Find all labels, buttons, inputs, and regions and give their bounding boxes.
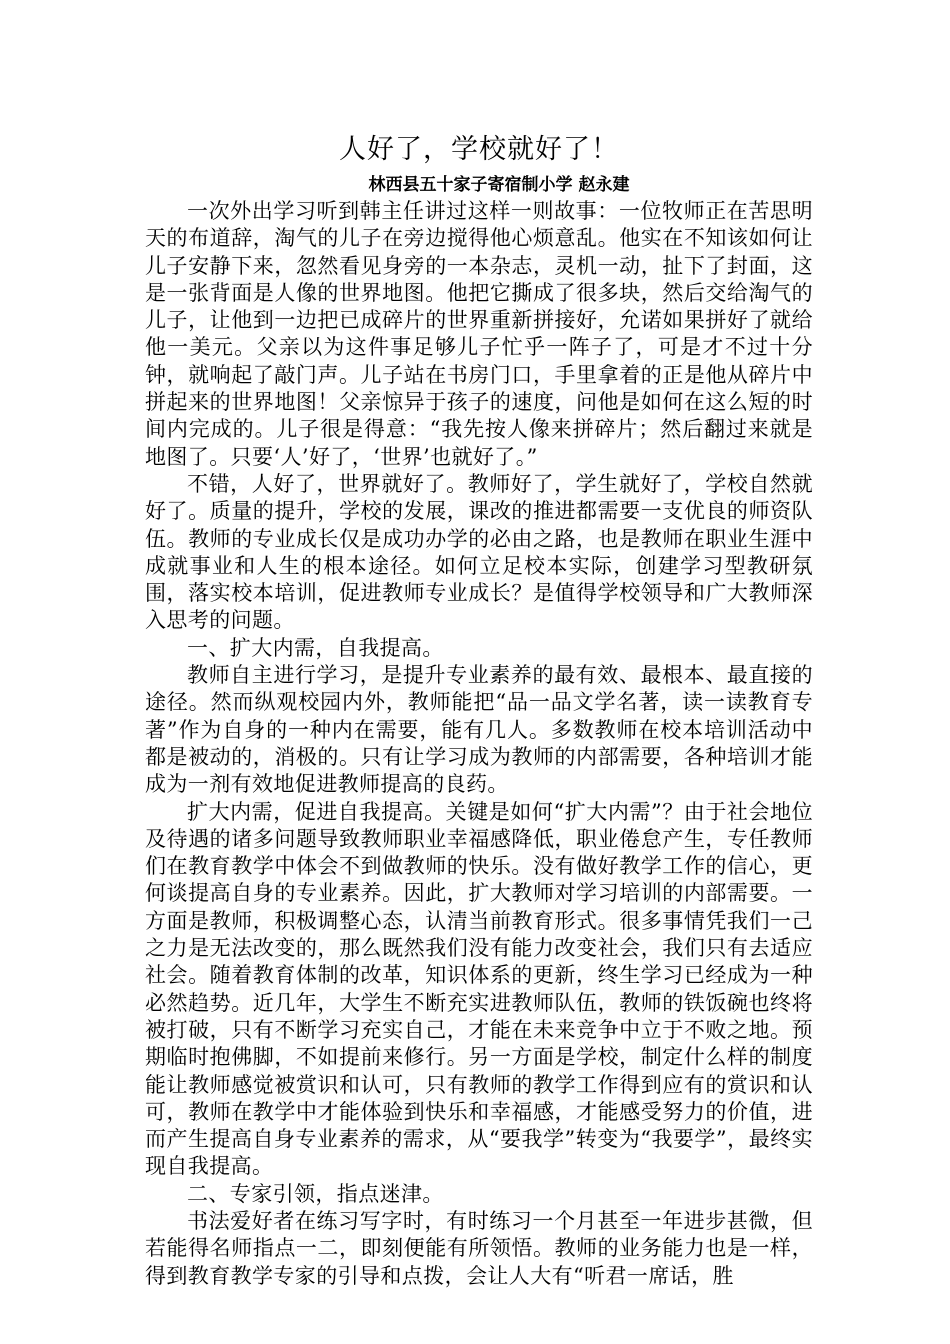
author-byline: 林西县五十家子寄宿制小学 赵永建 bbox=[368, 175, 630, 195]
section-heading-2: 二、专家引领，指点迷津。 bbox=[187, 1181, 444, 1206]
paragraph-intro: 不错，人好了，世界就好了。教师好了，学生就好了，学校自然就好了。质量的提升，学校的发展，课改的推进都需要一支优良的师资队伍。教师的专业成长仅是成功办学的必由之路，也是教师在职业生涯中成就事业和人生的根本途径。如何立足校本实际，创建学习型教研氛围，落实校本培训，促进教师专业成长？是值得学校领导和广大教师深入思考的问题。 bbox=[145, 471, 813, 633]
paragraph-expert: 书法爱好者在练习写字时，有时练习一个月甚至一年进步甚微，但若能得名师指点一二，即刻便能有所领悟。教师的业务能力也是一样，得到教育教学专家的引导和点拨，会让人大有“听君一席话，胜 bbox=[145, 1208, 813, 1288]
paragraph-self-study: 教师自主进行学习，是提升专业素养的最有效、最根本、最直接的途径。然而纵观校园内外，教师能把“品一品文学名著，读一读教育专著”作为自身的一种内在需要，能有几人。多数教师在校本培训活动中都是被动的，消极的。只有让学习成为教师的内部需要，各种培训才能成为一剂有效地促进教师提高的良药。 bbox=[145, 663, 813, 797]
paragraph-story: 一次外出学习听到韩主任讲过这样一则故事：一位牧师正在苦思明天的布道辞，淘气的儿子在旁边搅得他心烦意乱。他实在不知该如何让儿子安静下来，忽然看见身旁的一本杂志，灵机一动，扯下了封面，这是一张背面是人像的世界地图。他把它撕成了很多块，然后交给淘气的儿子，让他到一边把已成碎片的世界重新拼接好，允诺如果拼好了就给他一美元。父亲以为这件事足够儿子忙乎一阵子了，可是才不过十分钟，就响起了敲门声。儿子站在书房门口，手里拿着的正是他从碎片中拼起来的世界地图！父亲惊异于孩子的速度，问他是如何在这么短的时间内完成的。儿子很是得意：“我先按人像来拼碎片；然后翻过来就是地图了。只要‘人’好了，‘世界’也就好了。” bbox=[145, 199, 813, 469]
section-heading-1: 一、扩大内需，自我提高。 bbox=[187, 635, 444, 660]
document-page bbox=[145, 128, 813, 1290]
paragraph-inner-need: 扩大内需，促进自我提高。关键是如何“扩大内需”？由于社会地位及待遇的诸多问题导致教师职业幸福感降低，职业倦怠产生，专任教师们在教育教学中体会不到做教师的快乐。没有做好教学工作的信心，更何谈提高自身的专业素养。因此，扩大教师对学习培训的内部需要。一方面是教师，积极调整心态，认清当前教育形式。很多事情凭我们一己之力是无法改变的，那么既然我们没有能力改变社会，我们只有去适应社会。随着教育体制的改革，知识体系的更新，终生学习已经成为一种必然趋势。近几年，大学生不断充实进教师队伍，教师的铁饭碗也终将被打破，只有不断学习充实自己，才能在未来竞争中立于不败之地。预期临时抱佛脚，不如提前来修行。另一方面是学校，制定什么样的制度能让教师感觉被赏识和认可，只有教师的教学工作得到应有的赏识和认可，教师在教学中才能体验到快乐和幸福感，才能感受努力的价值，进而产生提高自身专业素养的需求，从“要我学”转变为“我要学”，最终实现自我提高。 bbox=[145, 799, 813, 1179]
document-title: 人好了，学校就好了！ bbox=[339, 134, 619, 165]
